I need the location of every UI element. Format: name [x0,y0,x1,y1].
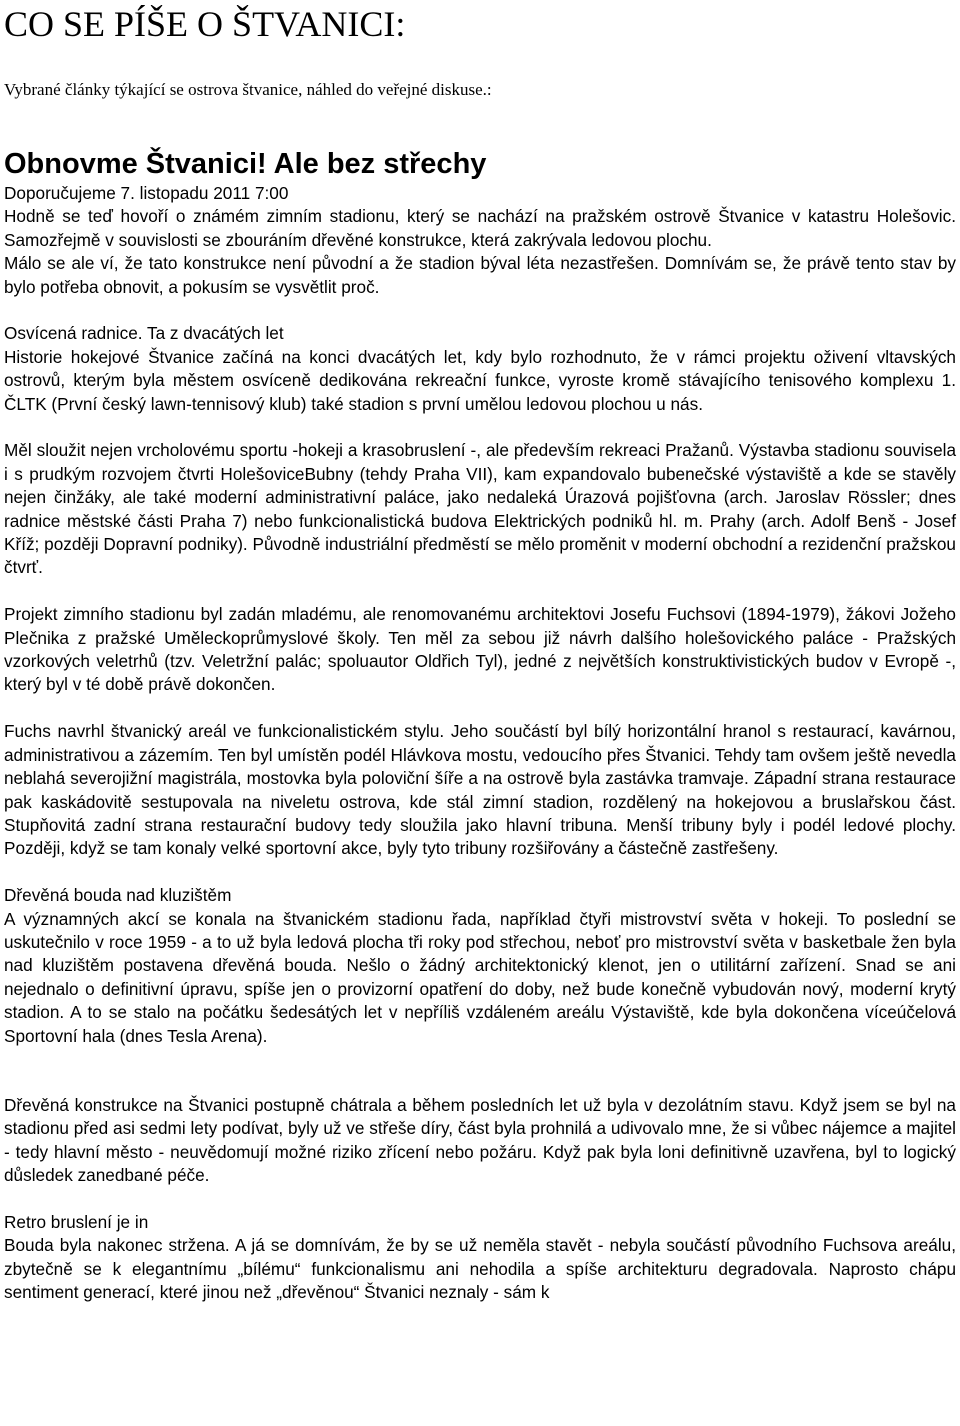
lead-paragraph-1: Hodně se teď hovoří o známém zimním stadionu, který se nachází na pražském ostrově Štvanice v katastru Holešovic. Samozřejmě v souvislosti se zbouráním dřevěné konstrukce, která zakrývala ledovou plochu. [4,206,956,250]
section-heading: Dřevěná bouda nad kluzištěm [4,885,232,906]
paragraph: Dřevěná konstrukce na Štvanici postupně chátrala a během posledních let už byla v dezolátním stavu. Když jsem se byl na stadionu před asi sedmi lety podívat, byly už ve střeše díry, část byla prohnilá a udivovalo mne, že si vůbec nájemce a majitel - tedy hlavní město - neuvědomují možné riziko zřícení nebo požáru. Když pak byla loni definitivně uzavřena, byl to logický důsledek zanedbané péče. [4,1094,956,1186]
article-title: Obnovme Štvanici! Ale bez střechy [4,148,487,180]
section-retro-brusleni [4,1211,956,1305]
section-heading: Osvícená radnice. [4,323,143,344]
section-heading: Retro bruslení je in [4,1211,149,1232]
paragraph: Měl sloužit nejen vrcholovému sportu -hokeji a krasobruslení -, ale především rekreaci Pražanů. Výstavba stadionu souvisela i s prudkým rozvojem čtvrti HolešoviceBubny (tehdy Praha VII), kam expandovalo bubenečské výstaviště a kde se stavěly nejen činžáky, ale také moderní administrativní paláce, jako nedaleká Úrazová pojišťovna (arch. Jaroslav Rössler; dnes radnice městské části Praha 7) nebo funkcionalistická budova Elektrických podniků hl. m. Prahy (arch. Adolf Benš - Josef Kříž; později Dopravní podniky). Původně industriální předměstí se mělo proměnit v moderní obchodní a rezidenční pražskou čtvrť. [4,440,956,578]
page-subtitle: Vybrané články týkající se ostrova štvanice, náhled do veřejné diskuse.: [4,80,492,99]
section-text: A významných akcí se konala na štvanickém stadionu řada, například čtyři mistrovství světa v hokeji. To poslední se uskutečnilo v roce 1959 - a to už byla ledová plocha tři roky pod střechou, neboť pro mistrovství světa v basketbale žen byla nad kluzištěm postavena dřevěná bouda. Nešlo o žádný architektonický klenot, jen o utilitární zařízení. Snad se ani nejednalo o definitivní úpravu, spíše jen o provizorní opatření do doby, než bude konečně vybudován nový, moderní krytý stadion. A to se stalo na počátku šedesátých let v nepříliš vzdáleném areálu Výstaviště, kde byla dokončena víceúčelová Sportovní hala (dnes Tesla Arena). [4,908,956,1046]
article [4,146,956,1305]
section-osvicena-radnice [4,322,956,416]
section-text: Bouda byla nakonec stržena. A já se domnívám, že by se už neměla stavět - nebyla součástí původního Fuchsova areálu, zbytečně se k elegantnímu „bílému“ funkcionalismu ani nehodila a spíše architekturu degradovala. Naprosto chápu sentiment generací, které jinou než „dřevěnou“ Štvanici neznaly - sám k [4,1235,956,1303]
article-meta: Doporučujeme 7. listopadu 2011 7:00 [4,183,289,203]
section-drevena-bouda [4,884,956,1048]
paragraph: Fuchs navrhl štvanický areál ve funkcionalistickém stylu. Jeho součástí byl bílý horizontální hranol s restaurací, kavárnou, administrativou a zázemím. Ten byl umístěn podél Hlávkova mostu, vedoucího přes Štvanici. Tehdy tam ovšem ještě nevedla neblahá severojižní magistrála, mostovka byla poloviční šíře a na ostrově byla zastávka tramvaje. Západní strana restaurace pak kaskádovitě sestupovala na niveletu ostrova, kde stál zimní stadion, rozdělený na hokejovou a bruslařskou část. Stupňovitá zadní strana restaurační budovy tedy sloužila jako hlavní tribuna. Menší tribuny byly i podél ledové plochy. Později, když se tam konaly velké sportovní akce, byly tyto tribuny rozšiřovány a částečně zastřešeny. [4,721,956,859]
section-subheading: Ta z dvacátých let [147,323,284,344]
lead-paragraph-2: Málo se ale ví, že tato konstrukce není původní a že stadion býval léta nezastřešen. Domnívám se, že právě tento stav by bylo potřeba obnovit, a pokusím se vysvětlit proč. [4,253,956,297]
paragraph: Projekt zimního stadionu byl zadán mladému, ale renomovanému architektovi Josefu Fuchsovi (1894-1979), žákovi Jožeho Plečnika z pražské Uměleckoprůmyslové školy. Ten měl za sebou již návrh dalšího holešovického paláce - Pražských vzorkových veletrhů (tzv. Veletržní palác; spoluautor Oldřich Tyl), jedné z největších konstruktivistických budov v Evropě -, který byl v té době právě dokončen. [4,604,956,695]
page-title: CO SE PÍŠE O ŠTVANICI: [4,4,406,44]
section-text: Historie hokejové Štvanice začíná na konci dvacátých let, kdy bylo rozhodnuto, že v rámci projektu oživení vltavských ostrovů, kterým byla městem osvíceně dedikována rekreační funkce, vyroste kromě stávajícího tenisového komplexu 1. ČLTK (První český lawn-tennisový klub) také stadion s první umělou ledovou plochou u nás. [4,346,956,414]
